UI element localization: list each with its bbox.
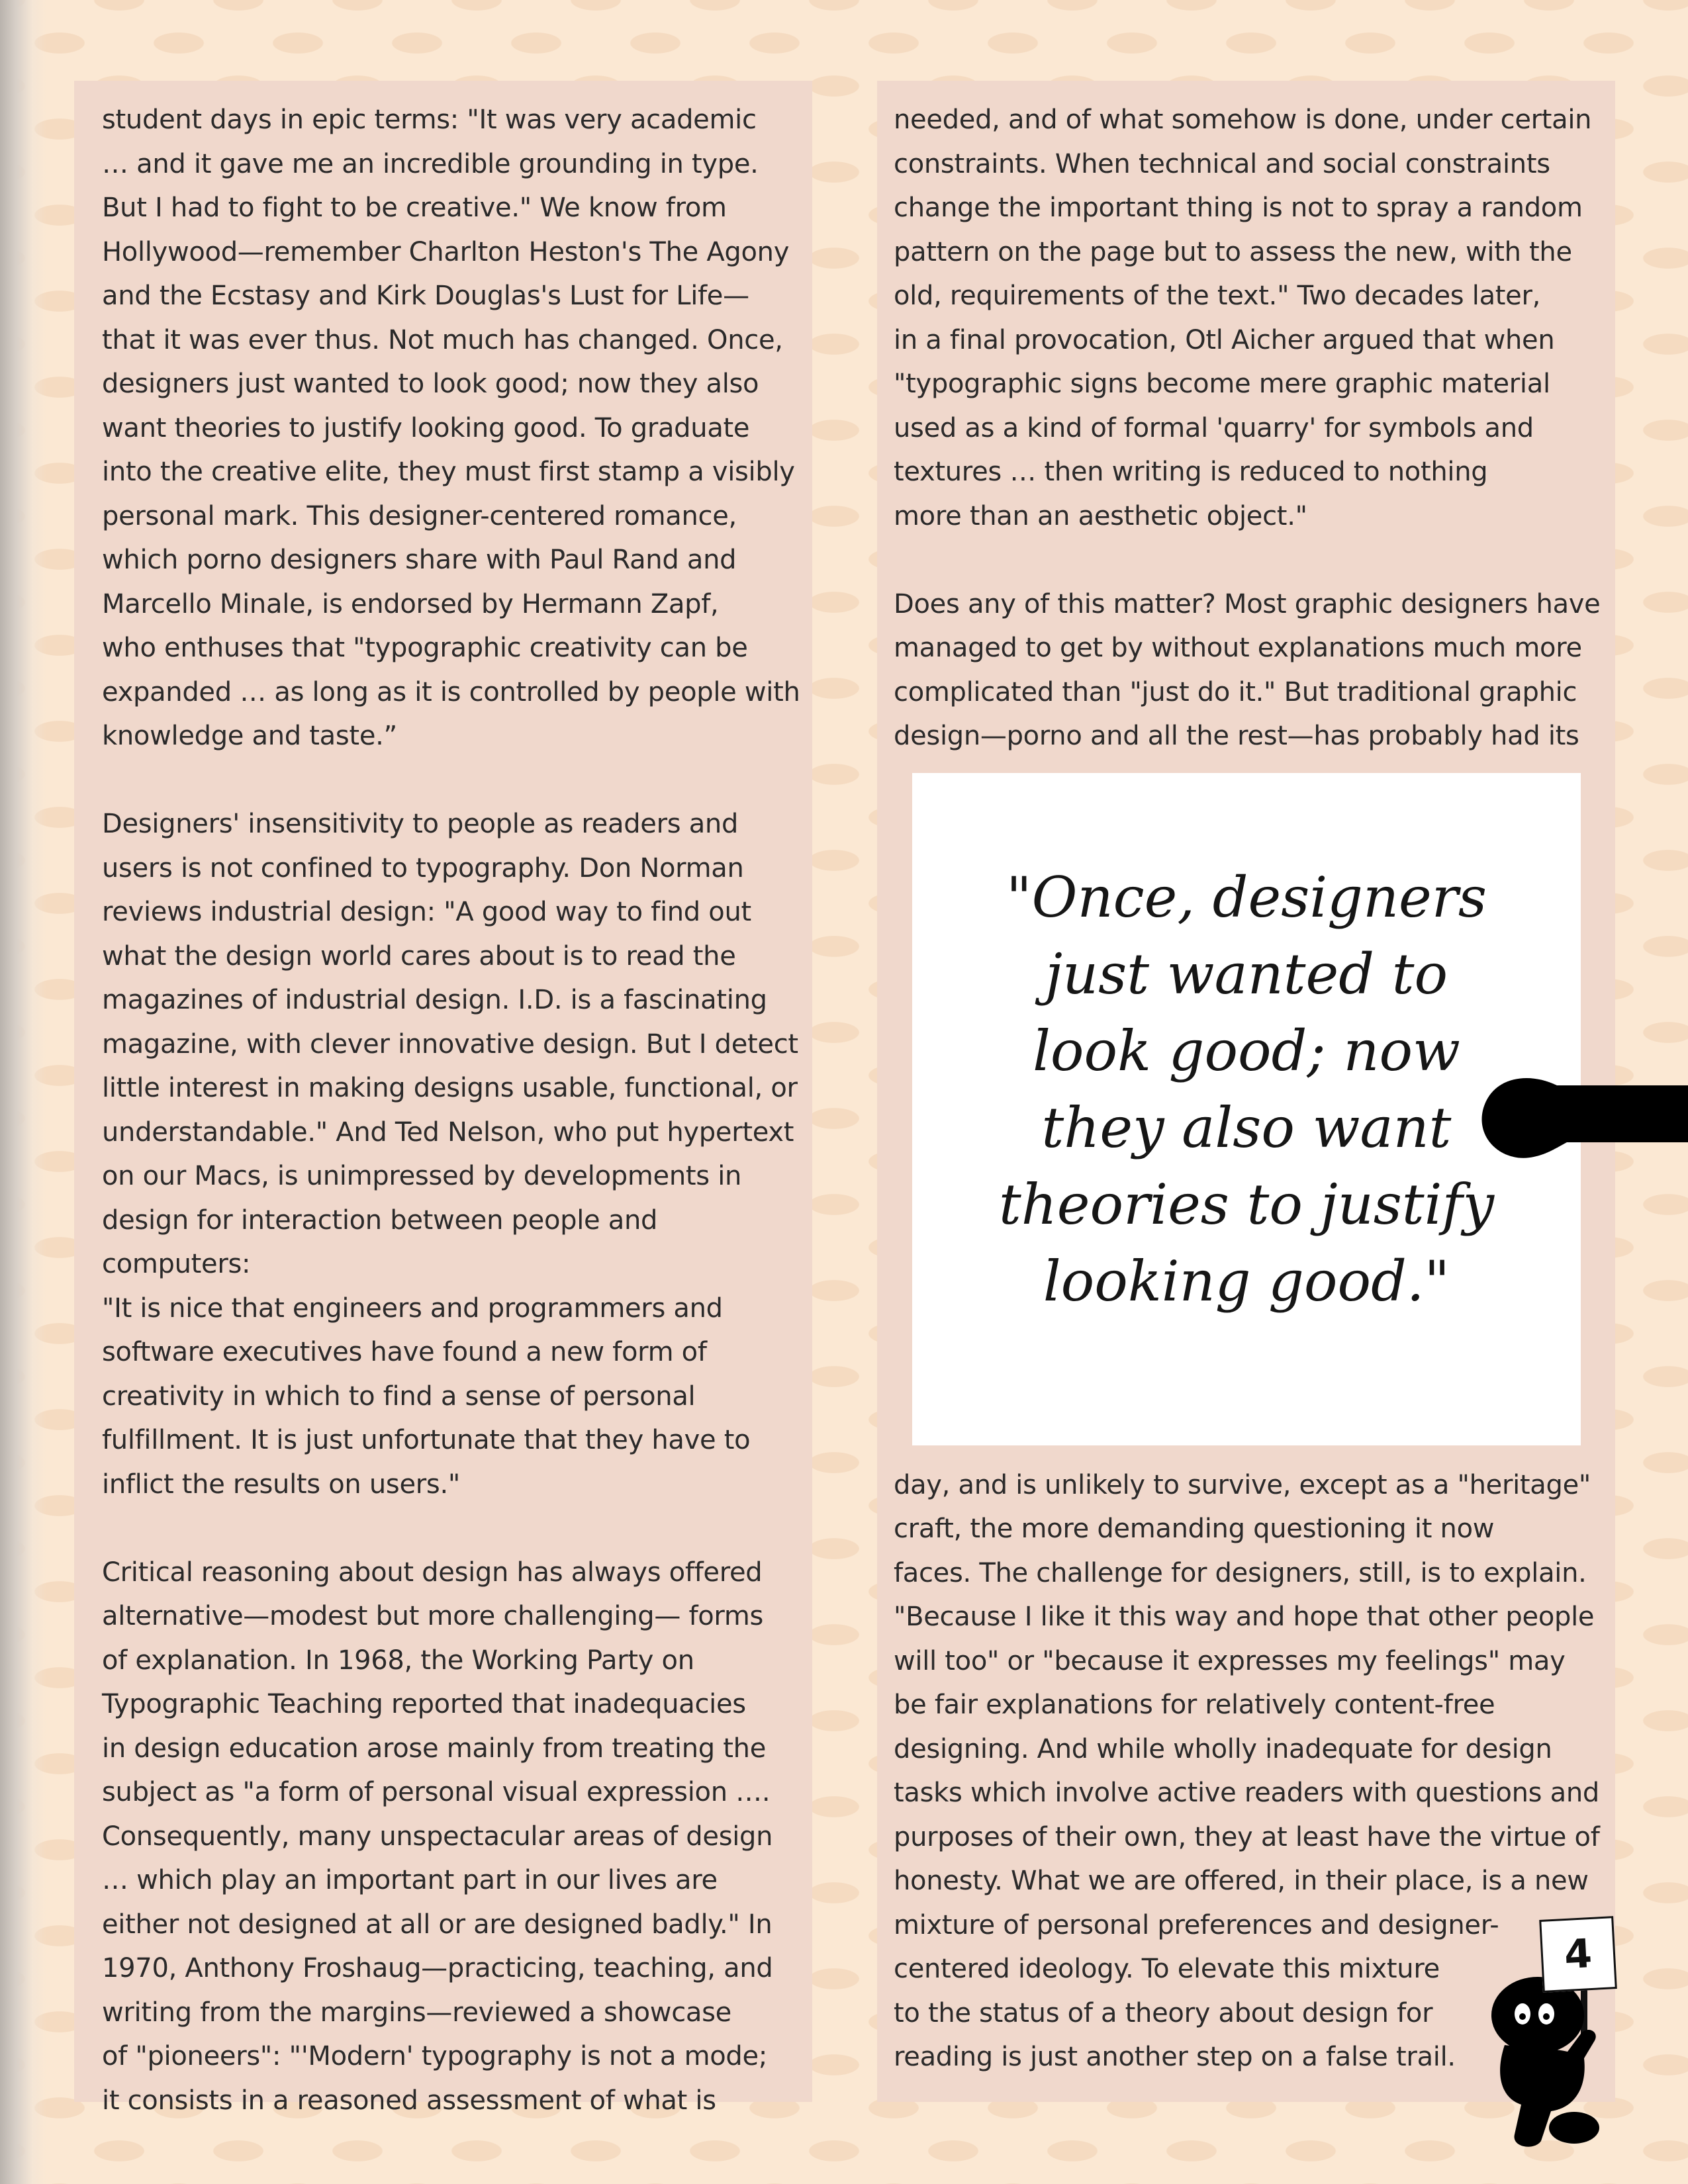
paragraph-spacer xyxy=(102,1506,812,1551)
right-paragraph-1: needed, and of what somehow is done, under certain constraints. When technical and social constraints change the important thing is not to spray a random pattern on the page but to assess the new, with the old, requirements of the text." Two decades later, in a final provocation, Otl Aicher argued that when "typographic signs become mere graphic material used as a kind of formal 'quarry' for symbols and textures … then writing is reduced to nothing more than an aesthetic object." xyxy=(894,105,1592,531)
paragraph-spacer xyxy=(102,758,812,803)
page-edge-shadow xyxy=(0,0,46,2184)
page-number-sign: 4 xyxy=(1539,1916,1617,1993)
left-text-column xyxy=(74,81,812,2116)
left-paragraph-3: Critical reasoning about design has always offered alternative—modest but more challenging— forms of explanation. In 1968, the Working Party on Typographic Teaching reported that inadequacies in design education arose mainly from treating the subject as "a form of personal visual expression …. Consequently, many unspectacular areas of design … which play an important part in our lives are either not designed at all or are designed badly." In 1970, Anthony Froshaug—practicing, teaching, and writing from the margins—reviewed a showcase of "pioneers": "'Modern' typography is not a mode; it consists in a reasoned assessment of what is xyxy=(102,1557,773,2116)
left-paragraph-2: Designers' insensitivity to people as readers and users is not confined to typography. Don Norman reviews industrial design: "A good way to find out what the design world cares about is to read the magazines of industrial design. I.D. is a fascinating magazine, with clever innovative design. But I detect little interest in making designs usable, functional, or understandable." And Ted Nelson, who put hypertext on our Macs, is unimpressed by developments in design for interaction between people and computers: "It is nice that engineers and programmers and software executives have found a new form of creativity in which to find a sense of personal fulfillment. It is just unfortunate that they have to inflict the results on users." xyxy=(102,809,798,1500)
right-paragraph-3: day, and is unlikely to survive, except as a "heritage" craft, the more demanding questioning it now faces. The challenge for designers, still, is to explain. "Because I like it this way and hope that other people will too" or "because it expresses my feelings" may be fair explanations for relatively content-free designing. And while wholly inadequate for design tasks which involve active readers with questions and purposes of their own, they at least have the virtue of honesty. What we are offered, in their place, is a new mixture of personal preferences and designer- centered ideology. To elevate this mixture to the status of a theory about design for reading is just another step on a false trail. xyxy=(894,1469,1600,2072)
left-paragraph-1: student days in epic terms: "It was very academic … and it gave me an incredible grounding in type. But I had to fight to be creative." We know from Hollywood—remember Charlton Heston's The Agony and the Ecstasy and Kirk Douglas's Lust for Life— that it was ever thus. Not much has changed. Once, designers just wanted to look good; now they also want theories to justify looking good. To graduate into the creative elite, they must first stamp a visibly personal mark. This designer-centered romance, which porno designers share with Paul Rand and Marcello Minale, is endorsed by Hermann Zapf, who enthuses that "typographic creativity can be expanded … as long as it is controlled by people with knowledge and taste.” xyxy=(102,105,800,751)
paragraph-spacer xyxy=(894,538,1615,582)
pull-quote-text: "Once, designers just wanted to look good; now they also want theories to justify looking good." xyxy=(998,865,1495,1314)
black-blob-shape xyxy=(1477,1064,1688,1170)
right-paragraph-2: Does any of this matter? Most graphic designers have managed to get by without explanations much more complicated than "just do it." But traditional graphic design—porno and all the rest—has probably had its xyxy=(894,588,1601,751)
